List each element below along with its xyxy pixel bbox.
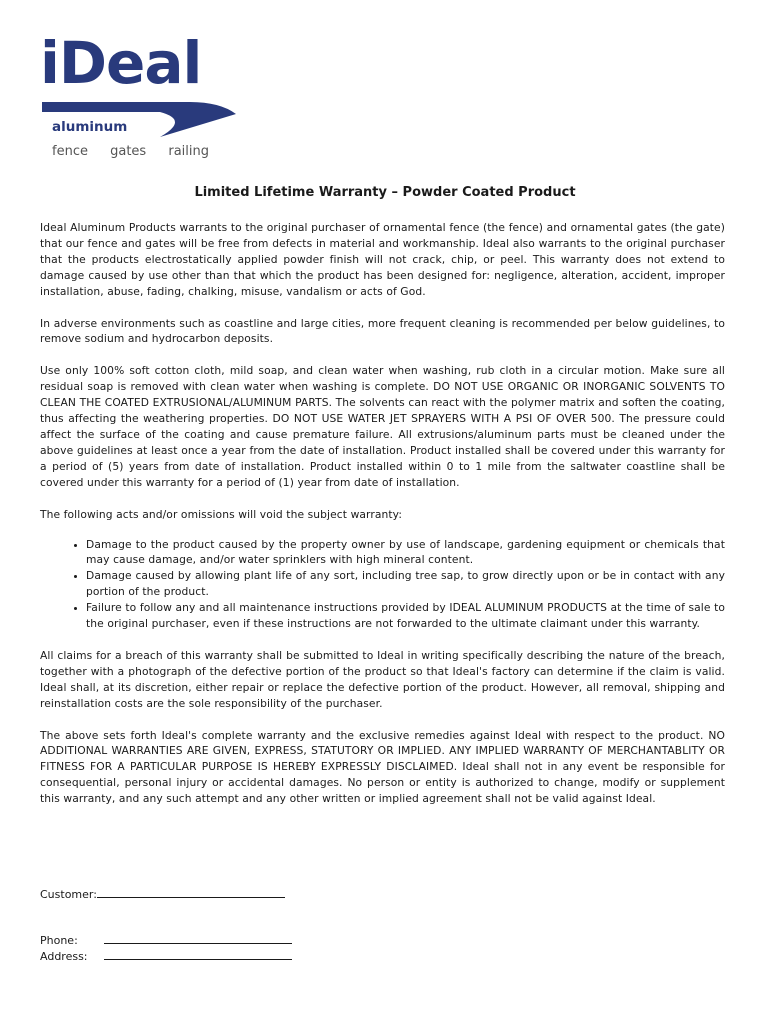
phone-input-line[interactable] bbox=[104, 933, 292, 944]
address-label: Address: bbox=[40, 950, 88, 963]
document-body bbox=[40, 220, 725, 823]
logo-tag-fence: fence bbox=[52, 144, 88, 159]
phone-label: Phone: bbox=[40, 934, 78, 947]
company-logo bbox=[40, 29, 240, 165]
address-input-line[interactable] bbox=[104, 949, 292, 960]
logo-tagline bbox=[52, 144, 227, 159]
paragraph-warranty-scope: Ideal Aluminum Products warrants to the original purchaser of ornamental fence (the fence) and ornamental gates (the gate) that our fence and gates will be free from defects in material and workmanship. Ideal also warrants to the original purchaser that the products electrostatically applied powder finish will not crack, chip, or peel. This warranty does not extend to damage caused by use other than that which the product has been designed for: negligence, alteration, accident, improper installation, abuse, fading, chalking, misuse, vandalism or acts of God. bbox=[40, 221, 725, 298]
paragraph-claims: All claims for a breach of this warranty shall be submitted to Ideal in writing specifically describing the nature of the breach, together with a photograph of the defective portion of the product so that Ideal's factory can determine if the claim is valid. Ideal shall, at its discretion, either repair or replace the defective portion of the product. However, all removal, shipping and reinstallation costs are the sole responsibility of the purchaser. bbox=[40, 648, 725, 710]
paragraph-disclaimer: The above sets forth Ideal's complete warranty and the exclusive remedies against Ideal with respect to the product. NO ADDITIONAL WARRANTIES ARE GIVEN, EXPRESS, STATUTORY OR IMPLIED. ANY IMPLIED WARRANTY OF MERCHANTABLITY OR FITNESS FOR A PARTICULAR PURPOSE IS HEREBY EXPRESSLY DISCLAIMED. Ideal shall not in any event be responsible for consequential, personal injury or accidental damages. No person or entity is authorized to change, modify or supplement this warranty, and any such attempt and any other written or implied agreement shall not be valid against Ideal. bbox=[40, 728, 725, 806]
paragraph-adverse-environments: In adverse environments such as coastline and large cities, more frequent cleaning is recommended per below guidelines, to remove sodium and hydrocarbon deposits. bbox=[40, 316, 725, 346]
list-item: • Damage caused by allowing plant life of any sort, including tree sap, to grow directly upon or be in contact with any portion of the product. bbox=[86, 568, 725, 600]
address-field bbox=[40, 949, 292, 964]
customer-field bbox=[40, 887, 285, 902]
list-item: • Failure to follow any and all maintenance instructions provided by IDEAL ALUMINUM PRODUCTS at the time of sale to the original purchaser, even if these instructions are not forwarded to the ultimate claimant under this warranty. bbox=[86, 600, 725, 632]
logo-brand-text: iDeal bbox=[40, 29, 202, 97]
void-conditions-list bbox=[40, 537, 725, 632]
customer-input-line[interactable] bbox=[97, 887, 285, 898]
customer-label: Customer: bbox=[40, 888, 97, 901]
paragraph-void-intro: The following acts and/or omissions will void the subject warranty: bbox=[40, 507, 403, 521]
phone-field bbox=[40, 933, 292, 948]
paragraph-cleaning-guidelines: Use only 100% soft cotton cloth, mild soap, and clean water when washing, rub cloth in a circular motion. Make sure all residual soap is removed with clean water when washing is complete. DO NOT USE ORGANIC OR INORGANIC SOLVENTS TO CLEAN THE COATED EXTRUSIONAL/ALUMINUM PARTS. The solvents can react with the polymer matrix and soften the coating, thus affecting the weathering properties. DO NOT USE WATER JET SPRAYERS WITH A PSI OF OVER 500. The pressure could affect the surface of the coating and cause premature failure. All extrusions/aluminum parts must be cleaned under the above guidelines at least once a year from the date of installation. Product installed shall be covered under this warranty for a period of (5) years from date of installation. Product installed within 0 to 1 mile from the saltwater coastline shall be covered under this warranty for a period of (1) year from date of installation. bbox=[40, 364, 725, 489]
logo-tag-gates: gates bbox=[110, 144, 147, 159]
logo-tag-railing: railing bbox=[168, 144, 209, 159]
list-item: • Damage to the product caused by the property owner by use of landscape, gardening equipment or chemicals that may cause damage, and/or water sprinklers with high mineral content. bbox=[86, 537, 725, 569]
document-title: Limited Lifetime Warranty – Powder Coated Product bbox=[194, 185, 576, 200]
logo-sub-text: aluminum bbox=[52, 119, 128, 135]
